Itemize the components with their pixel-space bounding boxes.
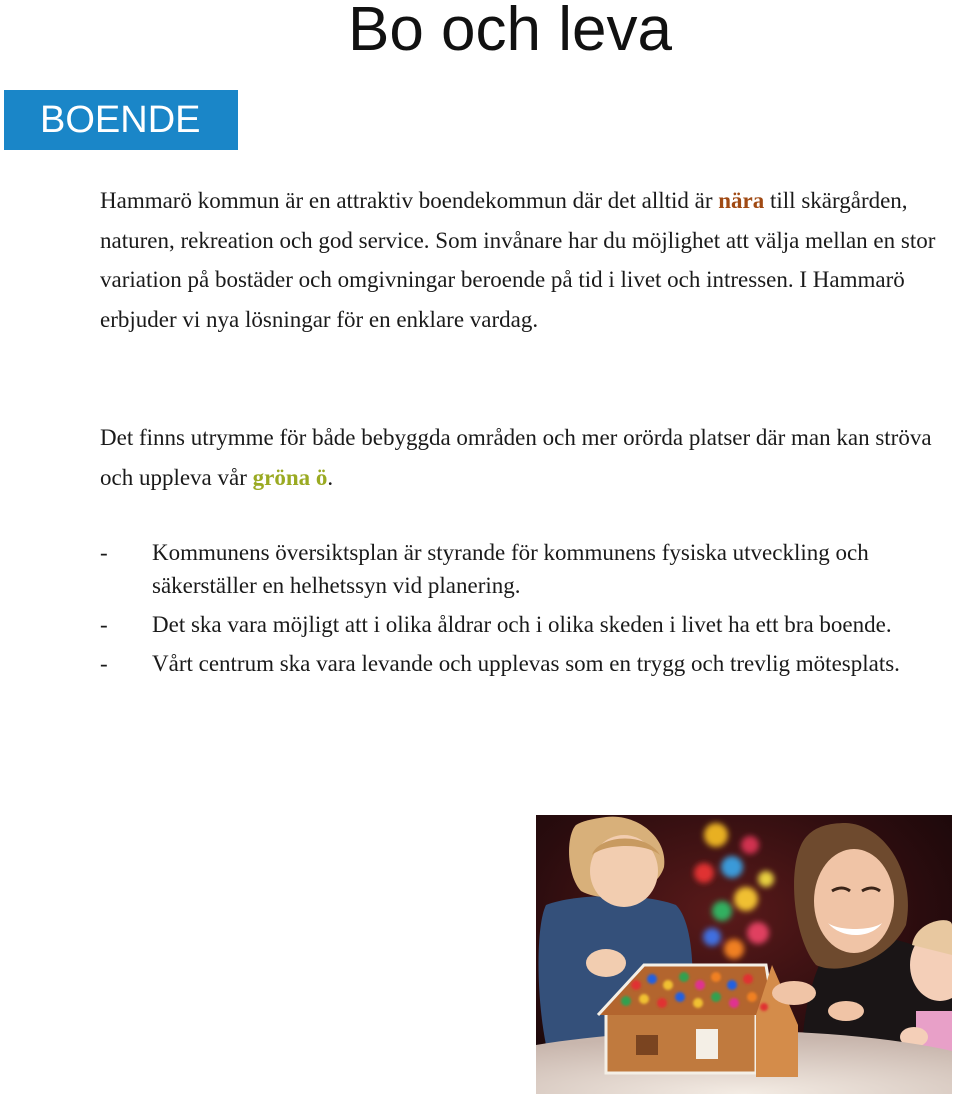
- section-banner: BOENDE: [4, 90, 238, 150]
- list-item: [100, 536, 960, 602]
- bullet-dash: -: [100, 651, 108, 676]
- nature-text-end: .: [327, 464, 334, 490]
- nature-text-start: Det finns utrymme för både bebyggda områden och mer orörda platser där man kan ströva och uppleva vår: [100, 425, 932, 490]
- list-item: [100, 608, 960, 641]
- mother-hand: [772, 981, 816, 1005]
- page-title: Bo och leva: [348, 0, 672, 64]
- goals-list: [100, 536, 960, 686]
- family-gingerbread-photo: [536, 815, 952, 1094]
- list-item-text: Vårt centrum ska vara levande och upplevas som en trygg och trevlig mötesplats.: [152, 651, 900, 676]
- gingerbread-house: [598, 965, 798, 1077]
- nature-paragraph: [100, 418, 950, 497]
- intro-paragraph: [100, 181, 950, 339]
- list-item-text: Kommunens översiktsplan är styrande för kommunens fysiska utveckling och säkerställer en helhetssyn vid planering.: [152, 540, 869, 598]
- list-item-text: Det ska vara möjligt att i olika åldrar och i olika skeden i livet ha ett bra boende.: [152, 612, 892, 637]
- highlight-grona-o: gröna ö: [252, 464, 328, 490]
- bullet-dash: -: [100, 612, 108, 637]
- intro-text-start: Hammarö kommun är en attraktiv boendekommun där det alltid är: [100, 188, 719, 213]
- bullet-dash: -: [100, 540, 108, 565]
- list-item: [100, 647, 960, 680]
- intro-text-end: till skärgården, naturen, rekreation och god service. Som invånare har du möjlighet att välja mellan en stor variation på bostäder och omgivningar beroende på tid i livet och intressen. I Hammarö erbjuder vi nya lösningar för en enklare vardag.: [100, 188, 936, 332]
- mother-hand: [828, 1001, 864, 1021]
- highlight-nara: nära: [718, 188, 765, 213]
